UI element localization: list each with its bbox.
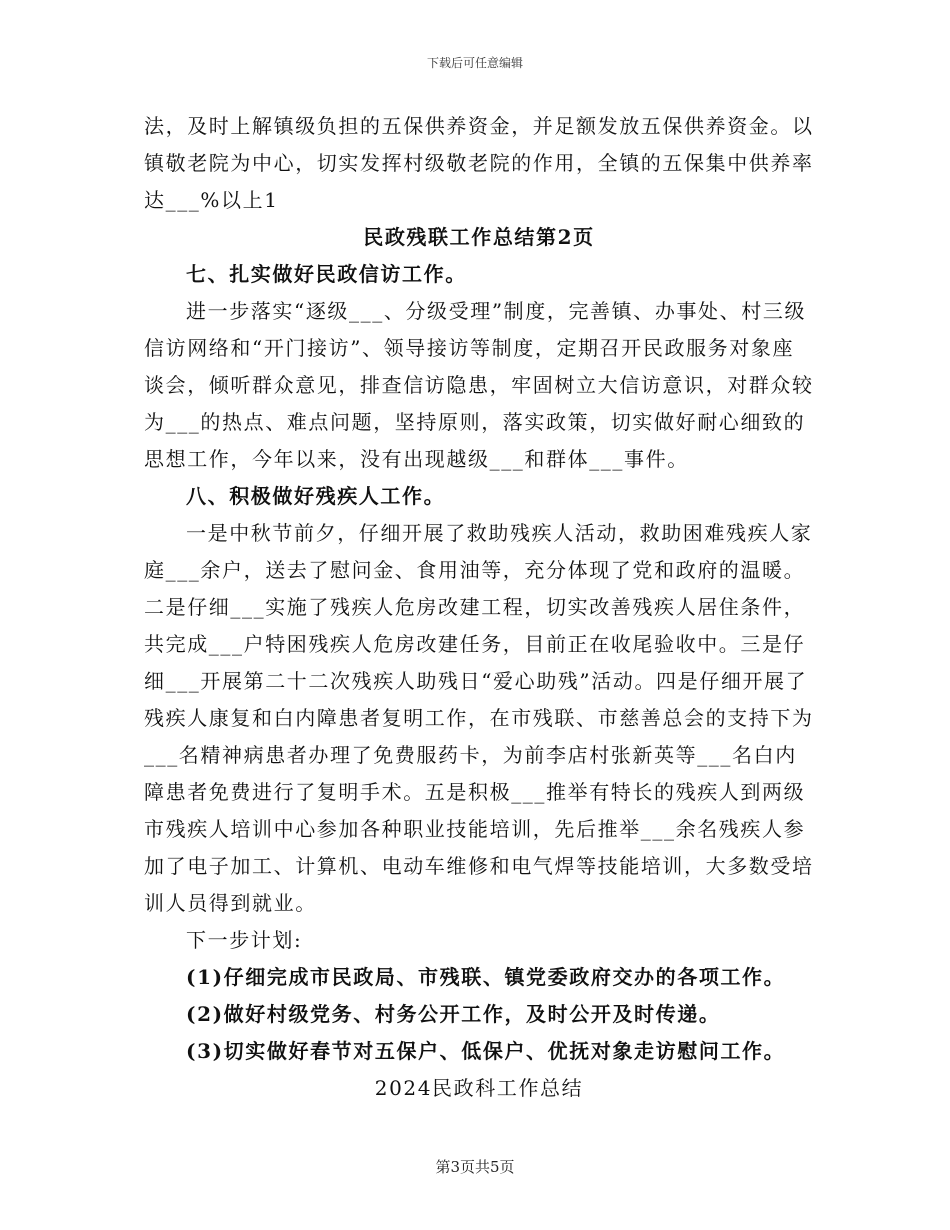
next-document-title: 2024民政科工作总结 [374,1076,584,1100]
plan-item-1: (1)仔细完成市民政局、市残联、镇党委政府交办的各项工作。 [186,965,786,989]
paragraph-continuation: 法，及时上解镇级负担的五保供养资金，并足额发放五保供养资金。以镇敬老院为中心，切实发挥村级敬老院的作用，全镇的五保集中供养率达___%以上1 [144,114,814,212]
page-header: 下载后可任意编辑 [426,56,523,70]
heading-petition: 七、扎实做好民政信访工作。 [186,262,467,286]
section-title: 民政残联工作总结第2页 [363,225,595,249]
paragraph-petition: 进一步落实“逐级___、分级受理”制度，完善镇、办事处、村三级信访网络和“开门接访”、领导接访等制度，定期召开民政服务对象座谈会，倾听群众意见，排查信访隐患，牢固树立大信访意识，对群众较为___的热点、难点问题，坚持原则，落实政策，切实做好耐心细致的思想工作，今年以来，没有出现越级___和群体___事件。 [144,299,814,471]
page-footer: 第3页共5页 [435,1158,515,1176]
heading-disabled: 八、积极做好残疾人工作。 [186,484,446,508]
plan-item-3: (3)切实做好春节对五保户、低保户、优抚对象走访慰问工作。 [186,1039,786,1063]
plan-label: 下一步计划: [186,928,303,952]
plan-item-2: (2)做好村级党务、村务公开工作，及时公开及时传递。 [186,1002,721,1026]
paragraph-disabled: 一是中秋节前夕，仔细开展了救助残疾人活动，救助困难残疾人家庭___余户，送去了慰问金、食用油等，充分体现了党和政府的温暖。二是仔细___实施了残疾人危房改建工程，切实改善残疾人居住条件，共完成___户特困残疾人危房改建任务，目前正在收尾验收中。三是仔细___开展第二十二次残疾人助残日“爱心助残”活动。四是仔细开展了残疾人康复和白内障患者复明工作，在市残联、市慈善总会的支持下为___名精神病患者办理了免费服药卡，为前李店村张新英等___名白内障患者免费进行了复明手术。五是积极___推举有特长的残疾人到两级市残疾人培训中心参加各种职业技能培训，先后推举___余名残疾人参加了电子加工、计算机、电动车维修和电气焊等技能培训，大多数受培训人员得到就业。 [144,521,814,915]
document-body [144,108,814,1107]
